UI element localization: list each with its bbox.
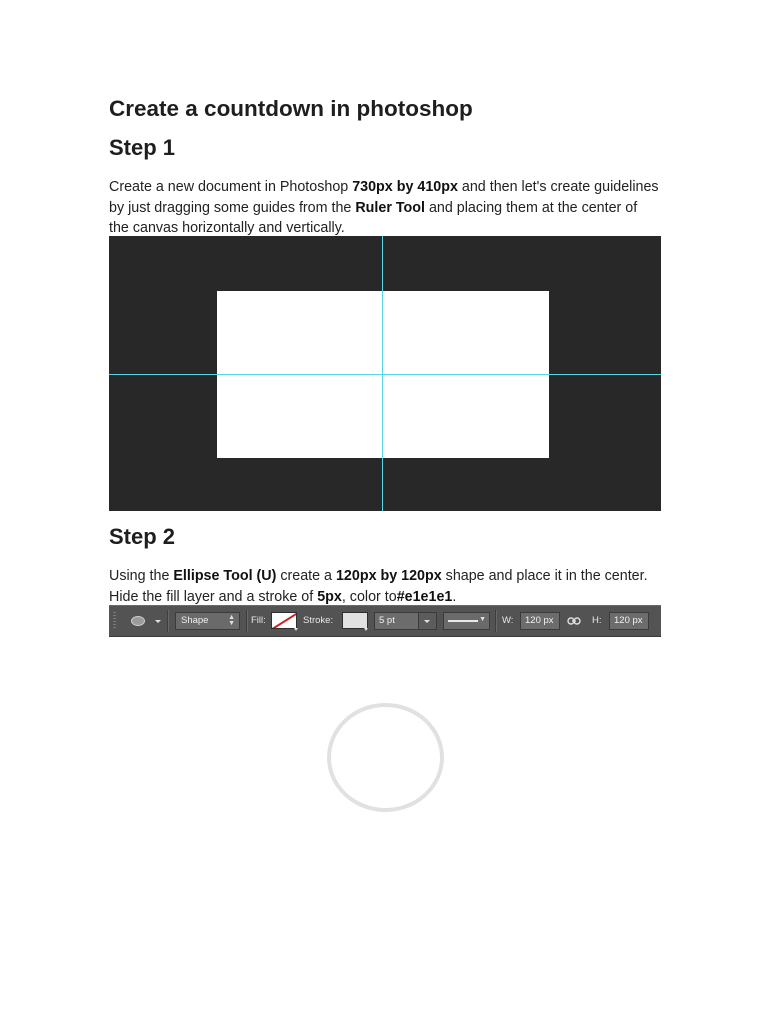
separator	[495, 610, 497, 632]
solid-line-icon	[448, 620, 478, 622]
fill-caret-icon[interactable]	[294, 628, 298, 631]
ellipse-tool-icon[interactable]	[131, 616, 145, 626]
bold-text-segment: 120px by 120px	[335, 568, 442, 584]
no-fill-slash-icon	[271, 612, 297, 629]
separator	[246, 610, 248, 632]
updown-arrows-icon: ▲ ▼	[228, 614, 235, 627]
chevron-down-icon	[424, 620, 430, 623]
horizontal-guide	[109, 374, 661, 375]
text-segment: , color to	[341, 588, 397, 605]
tool-mode-select[interactable]	[175, 612, 240, 630]
options-bar-grip[interactable]	[113, 612, 116, 630]
width-label: W:	[502, 615, 514, 626]
text-segment: and placing them at the center of the canvas horizontally and vertically.	[109, 199, 638, 236]
photoshop-canvas-illustration	[109, 236, 661, 511]
stroke-line-style-select[interactable]	[443, 612, 490, 630]
stroke-width-value: 5 pt	[379, 615, 395, 626]
text-segment: .	[452, 588, 457, 605]
height-label: H:	[592, 615, 602, 626]
dropdown-arrow-icon: ▼	[479, 616, 486, 623]
stroke-caret-icon[interactable]	[364, 628, 368, 631]
stroke-color-swatch[interactable]	[342, 612, 368, 629]
width-input[interactable]	[520, 612, 560, 630]
stroke-label: Stroke:	[303, 615, 334, 626]
stroke-width-dropdown-button[interactable]	[418, 613, 436, 629]
bold-text-segment: Ellipse Tool (U)	[173, 568, 277, 584]
bold-text-segment: 730px by 410px	[352, 179, 458, 195]
text-segment: Using the	[109, 568, 174, 584]
width-value: 120 px	[525, 615, 554, 626]
link-icon[interactable]	[567, 615, 581, 627]
text-segment: create a	[276, 568, 336, 584]
bold-text-segment: 5px	[317, 588, 342, 605]
step-1-text	[109, 177, 661, 239]
tool-preset-caret-icon[interactable]	[155, 620, 161, 623]
stroke-width-field[interactable]	[374, 612, 437, 630]
bold-text-segment: Ruler Tool	[355, 199, 425, 216]
text-segment: shape and place it in the center. Hide the fill layer and a stroke of	[109, 568, 648, 605]
height-input[interactable]	[609, 612, 649, 630]
fill-swatch[interactable]	[271, 612, 297, 629]
step-1-heading: Step 1	[109, 135, 176, 160]
step-2-heading: Step 2	[109, 524, 176, 549]
separator	[167, 610, 169, 632]
step-2-text	[109, 566, 661, 607]
bold-text-segment: #e1e1e1	[396, 588, 453, 605]
ellipse-tool-options-bar	[109, 605, 661, 637]
ellipse-shape-preview	[327, 703, 444, 812]
fill-label: Fill:	[251, 615, 266, 626]
text-segment: and then let's create guidelines by just dragging some guides from the	[109, 179, 659, 216]
text-segment: Create a new document in Photoshop	[109, 179, 353, 195]
tool-mode-value: Shape	[181, 615, 209, 626]
article-title: Create a countdown in photoshop	[109, 96, 473, 121]
height-value: 120 px	[614, 615, 643, 626]
